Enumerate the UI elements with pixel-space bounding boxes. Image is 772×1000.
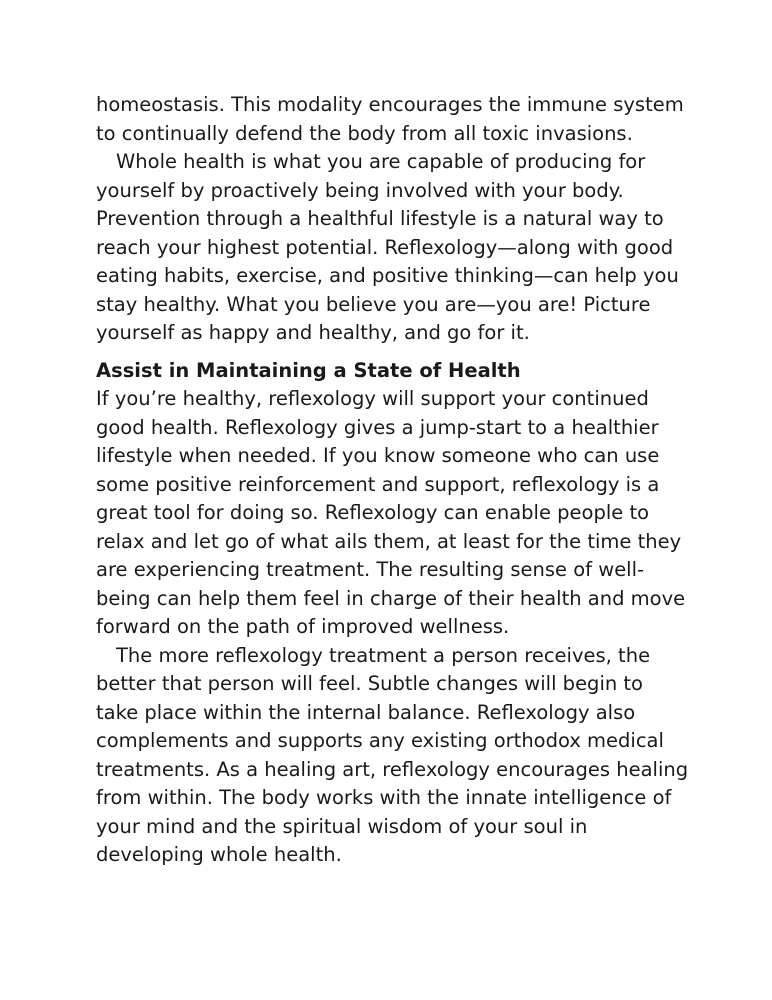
text-line: some positive reinforcement and support, reflexology is a [96,472,660,496]
text-line: better that person will feel. Subtle changes will begin to [96,672,643,695]
text-line: The more reflexology treatment a person receives, the [116,643,651,667]
text-line: to continually defend the body from all toxic invasions. [96,121,633,145]
text-line: developing whole health. [96,843,342,866]
text-line: treatments. As a healing art, reflexology encourages healing [96,757,689,781]
text-line: from within. The body works with the innate intelligence of [96,786,672,809]
text-line: lifestyle when needed. If you know someone who can use [96,444,660,467]
text-line: are experiencing treatment. The resulting sense of well- [96,558,645,581]
text-line: great tool for doing so. Reflexology can enable people to [96,501,650,524]
text-line: eating habits, exercise, and positive thinking—can help you [96,264,679,287]
text-line: take place within the internal balance. Reflexology also [96,700,636,724]
text-line: your mind and the spiritual wisdom of your soul in [96,814,588,838]
text-line: complements and supports any existing orthodox medical [96,729,664,752]
text-line: reach your highest potential. Reflexology—along with good [96,235,674,259]
paragraph-whole-health [96,148,696,348]
section-heading: Assist in Maintaining a State of Health [96,358,521,382]
text-line: being can help them feel in charge of their health and move [96,586,686,610]
paragraph-homeostasis [96,91,696,148]
text-line: relax and let go of what ails them, at least for the time they [96,529,682,553]
text-line: forward on the path of improved wellness. [96,615,510,638]
text-line: Prevention through a healthful lifestyle is a natural way to [96,207,664,230]
text-line: good health. Reflexology gives a jump-start to a healthier [96,415,659,439]
paragraph-more-treatment [96,642,696,870]
text-line: stay healthy. What you believe you are—you are! Picture [96,292,651,316]
text-line: yourself by proactively being involved with your body. [96,178,624,202]
text-line: homeostasis. This modality encourages the immune system [96,93,684,116]
text-line: If you’re healthy, reflexology will support your continued [96,387,649,410]
body-text [96,91,696,870]
text-line: Whole health is what you are capable of producing for [116,150,646,173]
paragraph-healthy-support [96,385,696,642]
text-line: yourself as happy and healthy, and go for it. [96,321,530,344]
